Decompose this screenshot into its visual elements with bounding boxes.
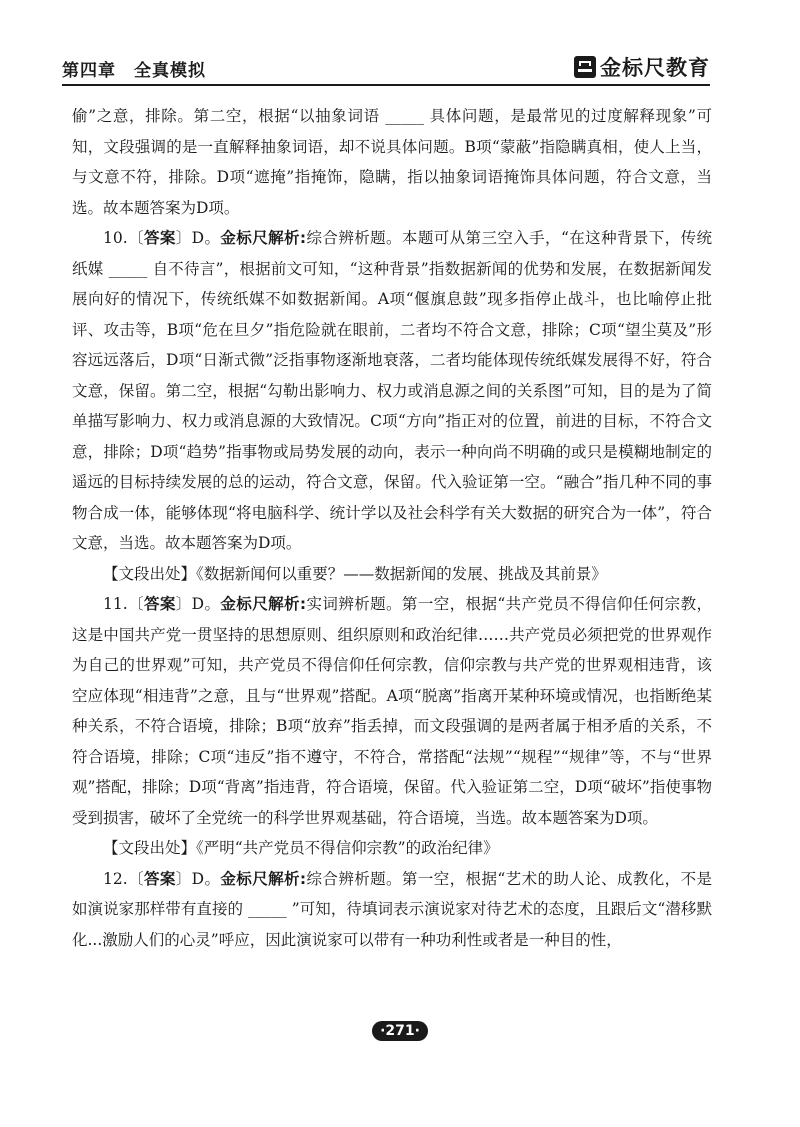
- question-number: 10.〔: [103, 229, 144, 247]
- analysis-text: 综合辨析题。本题可从第三空入手，“在这种背景下，传统纸媒 _____ 自不待言”，根据前文可知，“这种背景”指数据新闻的优势和发展，在数据新闻发展向好的情况下，传统纸媒不如数据新闻。A项“偃旗息鼓”现多指停止战斗，也比喻停止批评、攻击等，B项“危在旦夕”指危险就在眼前，二者均不符合文意，排除；C项“望尘莫及”形容远远落后，D项“日渐式微”泛指事物逐渐地衰落，二者均能体现传统纸媒发展得不好，符合文意，保留。第二空，根据“勾勒出影响力、权力或消息源之间的关系图”可知，目的是为了简单描写影响力、权力或消息源的大致情况。C项“方向”指正对的位置，前进的目标，不符合文意，排除；D项“趋势”指事物或局势发展的动向，表示一种向尚不明确的或只是模糊地制定的遥远的目标持续发展的总的运动，符合文意，保留。代入验证第一空。“融合”指几种不同的事物合成一体，能够体现“将电脑科学、统计学以及社会科学有关大数据的研究合为一体”，符合文意，当选。故本题答案为D项。: [72, 229, 712, 552]
- source-note-11: 【文段出处】《严明“共产党员不得信仰宗教”的政治纪律》: [103, 839, 499, 857]
- page-footer: [0, 1020, 800, 1041]
- analysis-text: 综合辨析题。第一空，根据“艺术的助人论、成教化，不是如演说家那样带有直接的 _____ ”可知，待填词表示演说家对待艺术的态度，且跟后文“潜移默化...激励人们的心灵”呼应，因此演说家可以带有一种功利性或者是一种目的性，: [72, 869, 712, 949]
- answer-paragraph-11: [72, 589, 712, 833]
- answer-choice: 〕D。: [175, 869, 221, 888]
- brand-name: 金标尺教育: [600, 56, 710, 80]
- source-note-10: 【文段出处】《数据新闻何以重要？——数据新闻的发展、挑战及其前景》: [103, 564, 607, 583]
- question-number: 11.〔: [103, 595, 144, 613]
- analysis-label: 金标尺解析:: [220, 595, 307, 613]
- answer-label: 答案: [143, 229, 176, 247]
- answer-label: 答案: [143, 595, 176, 613]
- analysis-text: 实词辨析题。第一空，根据“共产党员不得信仰任何宗教，这是中国共产党一贯坚持的思想原则、组织原则和政治纪律……共产党员必须把党的世界观作为自己的世界观”可知，共产党员不得信仰任何宗教，信仰宗教与共产党的世界观相违背，该空应体现“相违背”之意，且与“世界观”搭配。A项“脱离”指离开某种环境或情况，也指断绝某种关系，不符合语境，排除；B项“放弃”指丢掉，而文段强调的是两者属于相矛盾的关系，不符合语境，排除；C项“违反”指不遵守，不符合，常搭配“法规”“规程”“规律”等，不与“世界观”搭配，排除；D项“背离”指违背，符合语境，保留。代入验证第二空，D项“破坏”指使事物受到损害，破坏了全党统一的科学世界观基础，符合语境，当选。故本题答案为D项。: [72, 595, 712, 827]
- paragraph-continuation: 偷”之意，排除。第二空，根据“以抽象词语 _____ 具体问题，是最常见的过度解释现象”可知，文段强调的是一直解释抽象词语，却不说具体问题。B项“蒙蔽”指隐瞒真相，使人上当，与文意不符，排除。D项“遮掩”指掩饰，隐瞒，指以抽象词语掩饰具体问题，符合文意，当选。故本题答案为D项。: [72, 107, 712, 217]
- page-number: ·271·: [372, 1021, 428, 1041]
- chapter-title: 第四章 全真模拟: [62, 61, 206, 81]
- answer-paragraph-12: [72, 864, 712, 956]
- question-number: 12.〔: [103, 869, 144, 888]
- page-header: [62, 52, 710, 92]
- analysis-label: 金标尺解析:: [220, 229, 307, 247]
- page-body: [72, 101, 712, 955]
- answer-choice: 〕D。: [175, 229, 221, 247]
- brand: [574, 52, 710, 82]
- header-divider: [62, 84, 710, 86]
- answer-paragraph-10: [72, 223, 712, 559]
- analysis-label: 金标尺解析:: [220, 869, 307, 888]
- answer-label: 答案: [143, 869, 176, 888]
- answer-choice: 〕D。: [175, 595, 221, 613]
- brand-logo-icon: [574, 56, 596, 78]
